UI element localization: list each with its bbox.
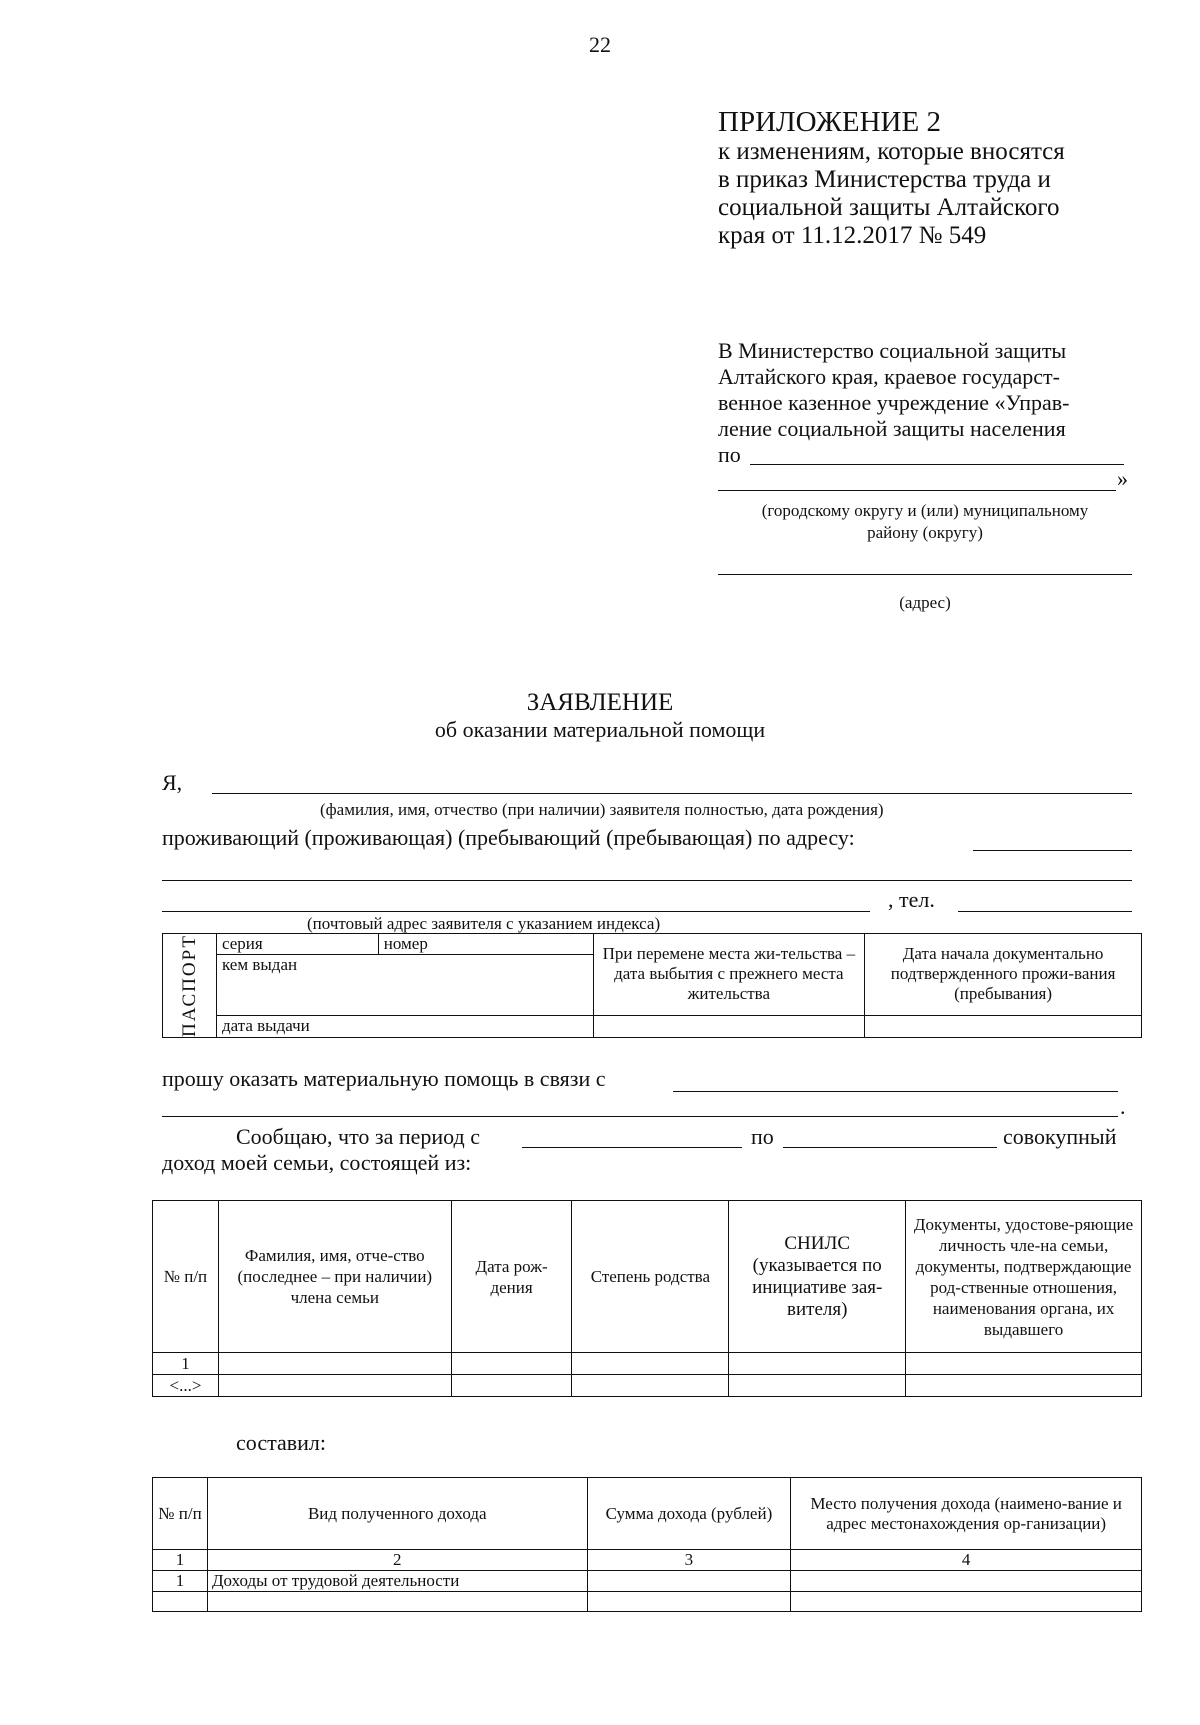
- income-col-num: № п/п: [153, 1478, 208, 1550]
- appendix-line: к изменениям, которые вносятся: [718, 138, 1065, 165]
- request-dot: .: [1120, 1094, 1126, 1119]
- period-start-field[interactable]: [522, 1147, 742, 1148]
- residence-start-header: Дата начала документально подтвержденного прожи-вания (пребывания): [865, 934, 1142, 1016]
- request-reason-field[interactable]: [673, 1091, 1118, 1092]
- residence-field-1[interactable]: [973, 850, 1132, 851]
- income-col-type: Вид полученного дохода: [207, 1478, 587, 1550]
- report-start-label: Сообщаю, что за период с: [236, 1124, 480, 1149]
- residence-field-3[interactable]: [162, 911, 870, 912]
- table-row: [153, 1375, 1142, 1397]
- ya-label: Я,: [162, 770, 183, 795]
- income-col-place: Место получения дохода (наимено-вание и адрес местонахождения ор-ганизации): [791, 1478, 1142, 1550]
- passport-series-label: серия: [221, 934, 263, 954]
- residing-label: проживающий (проживающая) (пребывающий (пребывающая) по адресу:: [162, 825, 855, 850]
- district-hint: району (округу): [867, 523, 983, 542]
- applicant-name-hint: (фамилия, имя, отчество (при наличии) заявителя полностью, дата рождения): [320, 800, 884, 819]
- family-col-num: № п/п: [153, 1201, 219, 1353]
- family-cell[interactable]: [218, 1353, 451, 1375]
- income-num-2: 2: [207, 1550, 587, 1571]
- income-cell[interactable]: [153, 1592, 208, 1612]
- passport-number-label: номер: [383, 934, 428, 954]
- family-cell[interactable]: [906, 1375, 1142, 1397]
- income-num-4: 4: [791, 1550, 1142, 1571]
- appendix-line: в приказ Министерства труда и: [718, 166, 1051, 193]
- addressee-line: Алтайского края, краевое государст-: [718, 364, 1060, 389]
- district-hint: (городскому округу и (или) муниципальному: [761, 501, 1089, 520]
- composed-label: составил:: [236, 1430, 326, 1455]
- passport-series-field[interactable]: [216, 934, 378, 955]
- total-label: совокупный: [1003, 1124, 1117, 1149]
- family-row-num: 1: [153, 1353, 219, 1375]
- income-row-label: Доходы от трудовой деятельности: [207, 1571, 587, 1592]
- passport-label: ПАСПОРТ: [163, 934, 217, 1038]
- family-col-documents: Документы, удостове-ряющие личность чле-на семьи, документы, подтверждающие род-ственные отношения, наименования органа, их выдавшего: [906, 1201, 1142, 1353]
- addressee-block: [718, 338, 1132, 614]
- addressee-line: венное казенное учреждение «Управ-: [718, 390, 1070, 415]
- family-cell[interactable]: [729, 1375, 906, 1397]
- family-cell[interactable]: [451, 1375, 572, 1397]
- income-cell[interactable]: [791, 1571, 1142, 1592]
- residence-start-field[interactable]: [865, 1015, 1142, 1037]
- residence-field-2[interactable]: [162, 880, 1132, 881]
- change-residence-field[interactable]: [593, 1015, 865, 1037]
- family-cell[interactable]: [572, 1375, 729, 1397]
- issued-by-label: кем выдан: [221, 955, 298, 975]
- family-cell[interactable]: [729, 1353, 906, 1375]
- district-row: [718, 442, 1132, 468]
- address-hint: (адрес): [899, 593, 951, 612]
- postal-hint: (почтовый адрес заявителя с указанием индекса): [307, 914, 661, 933]
- family-income-label: доход моей семьи, состоящей из:: [162, 1150, 472, 1175]
- issue-date-field[interactable]: [216, 1015, 593, 1037]
- family-cell[interactable]: [906, 1353, 1142, 1375]
- document-heading: [0, 689, 1200, 743]
- family-col-birth: Дата рож-дения: [451, 1201, 572, 1353]
- table-row: [153, 1592, 1142, 1612]
- document-title: ЗАЯВЛЕНИЕ: [526, 689, 674, 716]
- income-num-3: 3: [587, 1550, 791, 1571]
- addressee-line: ление социальной защиты населения: [718, 416, 1066, 441]
- passport-number-field[interactable]: [378, 934, 593, 955]
- appendix-block: [718, 106, 1138, 250]
- family-col-snils: СНИЛС (указывается по инициативе зая-вителя): [729, 1201, 906, 1353]
- addressee-line: В Министерство социальной защиты: [718, 338, 1067, 363]
- family-cell[interactable]: [218, 1375, 451, 1397]
- income-cell[interactable]: [207, 1592, 587, 1612]
- appendix-title: ПРИЛОЖЕНИЕ 2: [718, 106, 941, 138]
- family-col-relation: Степень родства: [572, 1201, 729, 1353]
- table-row: [153, 1571, 1142, 1592]
- passport-table: [162, 933, 1142, 1038]
- quote-close: »: [1117, 466, 1128, 491]
- income-cell[interactable]: [587, 1571, 791, 1592]
- period-end-field[interactable]: [783, 1147, 997, 1148]
- page-number: 22: [589, 32, 611, 57]
- request-reason-field-2[interactable]: [162, 1116, 1118, 1117]
- issued-by-field[interactable]: [216, 955, 593, 1016]
- family-cell[interactable]: [451, 1353, 572, 1375]
- family-cell[interactable]: [572, 1353, 729, 1375]
- income-cell[interactable]: [791, 1592, 1142, 1612]
- district-field-2[interactable]: [718, 490, 1116, 491]
- change-residence-header: При перемене места жи-тельства – дата выбытия с прежнего места жительства: [593, 934, 865, 1016]
- district-field[interactable]: [750, 464, 1124, 465]
- appendix-line: социальной защиты Алтайского: [718, 194, 1060, 221]
- family-table: [152, 1200, 1142, 1397]
- income-col-amount: Сумма дохода (рублей): [587, 1478, 791, 1550]
- document-subtitle: об оказании материальной помощи: [434, 717, 766, 742]
- income-row-num: 1: [153, 1571, 208, 1592]
- tel-label: , тел.: [888, 887, 935, 912]
- address-field[interactable]: [718, 574, 1132, 575]
- address-row: [718, 544, 1132, 584]
- family-row-num: <...>: [153, 1375, 219, 1397]
- family-col-name: Фамилия, имя, отче-ство (последнее – при наличии) члена семьи: [218, 1201, 451, 1353]
- appendix-line: края от 11.12.2017 № 549: [718, 222, 987, 249]
- applicant-name-field[interactable]: [212, 793, 1132, 794]
- income-table: [152, 1477, 1142, 1612]
- table-row: [153, 1353, 1142, 1375]
- po-label: по: [718, 442, 741, 467]
- issue-date-label: дата выдачи: [221, 1016, 310, 1036]
- income-num-1: 1: [153, 1550, 208, 1571]
- district-row-2: [718, 468, 1132, 494]
- income-cell[interactable]: [587, 1592, 791, 1612]
- phone-field[interactable]: [958, 911, 1132, 912]
- period-po-label: по: [751, 1124, 774, 1149]
- request-label: прошу оказать материальную помощь в связи с: [162, 1066, 606, 1091]
